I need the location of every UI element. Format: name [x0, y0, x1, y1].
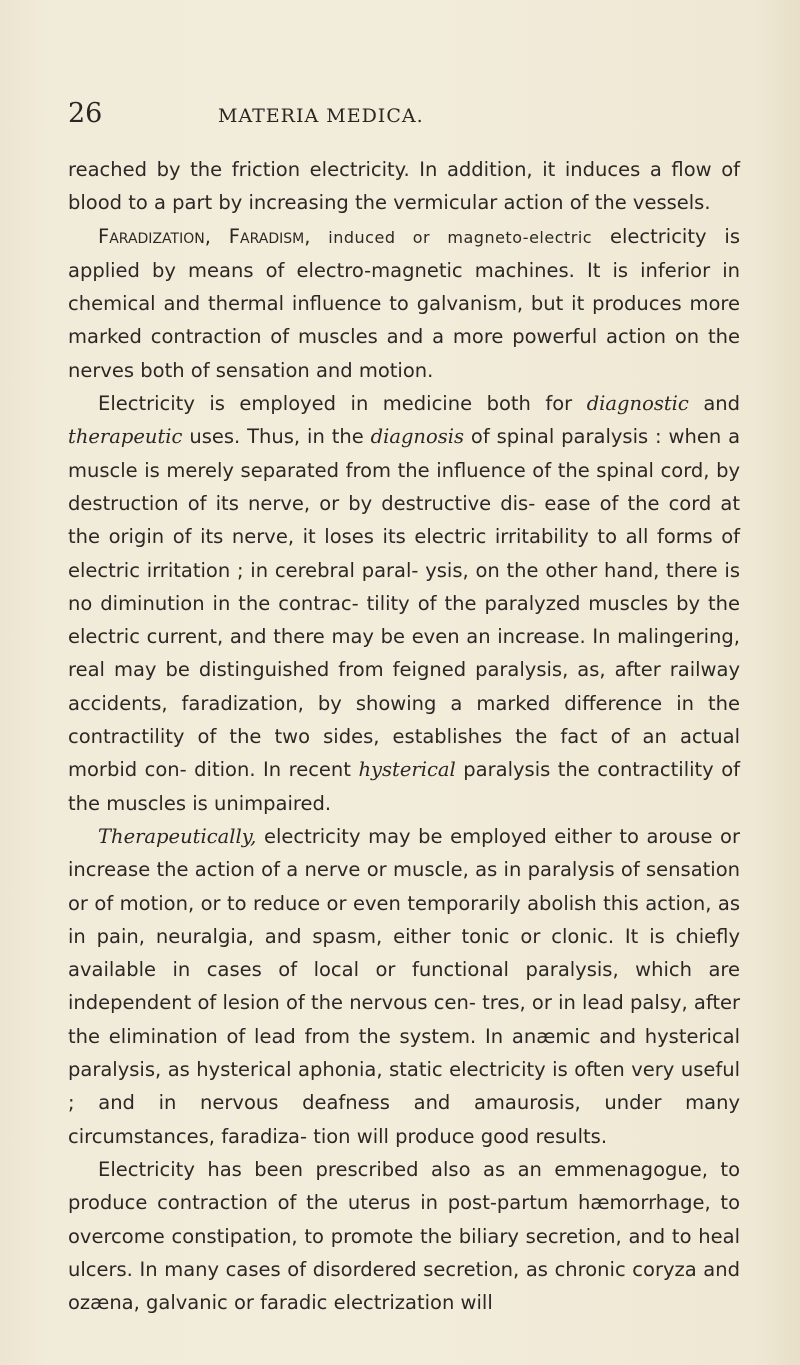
- body-text: [68, 153, 740, 1319]
- paragraph-4: [68, 820, 740, 1153]
- page-header: [68, 94, 740, 134]
- page-number: 26: [68, 98, 103, 129]
- italic-hysterical: hysterical: [358, 758, 456, 782]
- paragraph-1-text: reached by the friction electricity. In addition, it induces a flow of blood to a part by increasing the vermicular action of the vessels.: [68, 158, 740, 215]
- paragraph-3-part-b: and: [703, 392, 741, 416]
- paragraph-1: [68, 153, 740, 220]
- paragraph-3: [68, 387, 740, 820]
- paragraph-4-text: electricity may be employed either to arouse or increase the action of a nerve or muscle, as in paralysis of sensation or of motion, or to reduce or even temporarily abolish this action, as in pain, neuralgia, and spasm, either tonic or clonic. It is chiefly available in cases of local or functional paralysis, which are independent of lesion of the nervous cen- tres, or in lead palsy, after the elimination of lead from the system. In anæmic and hysterical paralysis, as hysterical aphonia, static electricity is often very useful ; and in nervous deafness and amaurosis, under many circumstances, faradiza- tion will produce good results.: [68, 824, 740, 1148]
- faradization-heading: Faradization, Faradism,: [98, 224, 311, 248]
- paragraph-3-part-a: Electricity is employed in medicine both for: [98, 392, 573, 416]
- paragraph-2: [68, 220, 740, 387]
- italic-diagnosis: diagnosis: [370, 425, 464, 449]
- italic-therapeutic: therapeutic: [68, 425, 183, 449]
- italic-therapeutically: Therapeutically,: [98, 824, 257, 848]
- faradization-heading-rest: induced or magneto-electric: [328, 227, 593, 247]
- italic-diagnostic: diagnostic: [586, 392, 689, 416]
- paragraph-5: [68, 1153, 740, 1319]
- paragraph-3-part-d: of spinal paralysis : when a muscle is merely separated from the influence of the spinal cord, by destruction of its nerve, or by destructive dis- ease of the cord at the origin of its nerve, it loses its electric irritability to all forms of electric irritation ; in cerebral paral- ysis, on the other hand, there is no diminution in the contrac- tility of the paralyzed muscles by the electric current, and there may be even an increase. In malingering, real may be distinguished from feigned paralysis, as, after railway accidents, faradization, by showing a marked difference in the contractility of the two sides, establishes the fact of an actual morbid con- dition. In recent: [68, 425, 741, 782]
- paragraph-3-part-e: paralysis the contractility of the muscles is unimpaired.: [68, 758, 741, 815]
- running-title: MATERIA MEDICA.: [218, 105, 424, 127]
- paragraph-2-text: electricity is applied by means of electro-magnetic machines. It is inferior in chemical and thermal influence to galvanism, but it produces more marked contraction of muscles and a more powerful action on the nerves both of sensation and motion.: [68, 224, 741, 382]
- paragraph-3-part-c: uses. Thus, in the: [189, 425, 364, 449]
- paragraph-5-text: Electricity has been prescribed also as an emmenagogue, to produce contraction of the uterus in post-partum hæmorrhage, to overcome constipation, to promote the biliary secretion, and to heal ulcers. In many cases of disordered secretion, as chronic coryza and ozæna, galvanic or faradic electrization will: [68, 1157, 740, 1315]
